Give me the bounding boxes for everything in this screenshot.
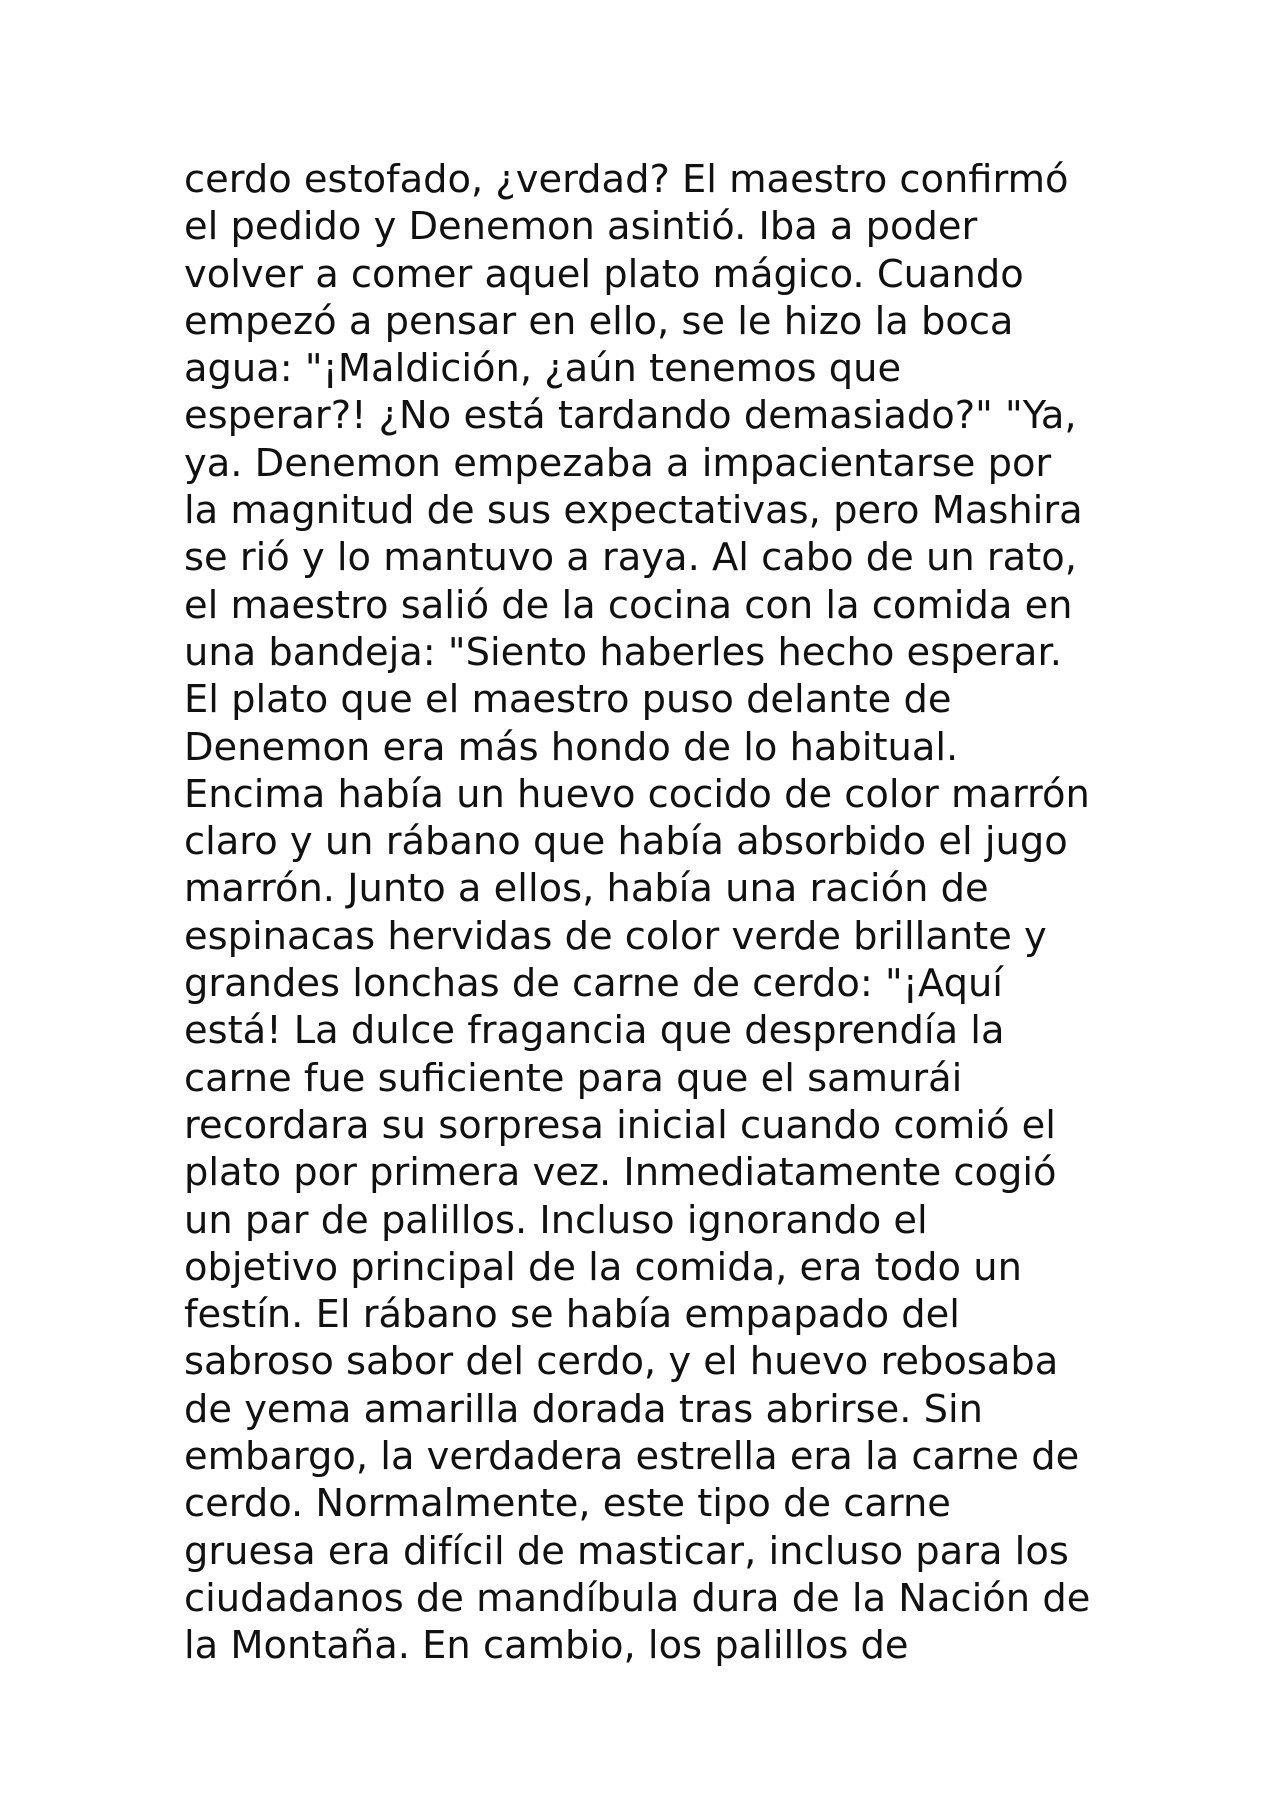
text-line: empezó a pensar en ello, se le hizo la boca — [184, 298, 1014, 344]
text-line: festín. El rábano se había empapado del — [184, 1292, 960, 1338]
text-line: está! La dulce fragancia que desprendía la — [184, 1008, 1005, 1054]
text-line: esperar?! ¿No está tardando demasiado?" "Ya, — [184, 393, 1077, 439]
text-line: espinacas hervidas de color verde brillante y — [184, 913, 1047, 959]
text-line: un par de palillos. Incluso ignorando el — [184, 1197, 928, 1243]
text-line: El plato que el maestro puso delante de — [184, 677, 952, 723]
text-line: Encima había un huevo cocido de color marrón — [184, 771, 1090, 817]
text-line: carne fue suficiente para que el samurái — [184, 1055, 963, 1101]
text-line: objetivo principal de la comida, era todo un — [184, 1244, 1022, 1290]
text-line: ciudadanos de mandíbula dura de la Nación de — [184, 1575, 1091, 1621]
text-line: Denemon era más hondo de lo habitual. — [184, 724, 959, 770]
text-line: claro y un rábano que había absorbido el jugo — [184, 819, 1068, 865]
text-line: el pedido y Denemon asintió. Iba a poder — [184, 204, 978, 250]
text-line: embargo, la verdadera estrella era la carne de — [184, 1434, 1080, 1480]
text-line: recordara su sorpresa inicial cuando comió el — [184, 1102, 1056, 1148]
text-line: grandes lonchas de carne de cerdo: "¡Aquí — [184, 961, 1003, 1007]
text-line: la Montaña. En cambio, los palillos de — [184, 1623, 909, 1669]
text-line: cerdo. Normalmente, este tipo de carne — [184, 1481, 951, 1527]
body-text — [184, 156, 1124, 1670]
text-line: el maestro salió de la cocina con la comida en — [184, 582, 1073, 628]
text-line: sabroso sabor del cerdo, y el huevo rebosaba — [184, 1339, 1059, 1385]
text-line: plato por primera vez. Inmediatamente cogió — [184, 1150, 1057, 1196]
text-line: de yema amarilla dorada tras abrirse. Sin — [184, 1386, 983, 1432]
text-line: ya. Denemon empezaba a impacientarse por — [184, 440, 1052, 486]
text-line: volver a comer aquel plato mágico. Cuando — [184, 251, 1024, 297]
text-line: se rió y lo mantuvo a raya. Al cabo de un rato, — [184, 535, 1077, 581]
text-line: agua: "¡Maldición, ¿aún tenemos que — [184, 346, 902, 392]
text-line: cerdo estofado, ¿verdad? El maestro confirmó — [184, 157, 1069, 202]
text-line: marrón. Junto a ellos, había una ración de — [184, 866, 989, 912]
text-line: una bandeja: "Siento haberles hecho esperar. — [184, 629, 1062, 675]
text-line: la magnitud de sus expectativas, pero Mashira — [184, 488, 1083, 534]
text-line: gruesa era difícil de masticar, incluso para los — [184, 1528, 1069, 1574]
